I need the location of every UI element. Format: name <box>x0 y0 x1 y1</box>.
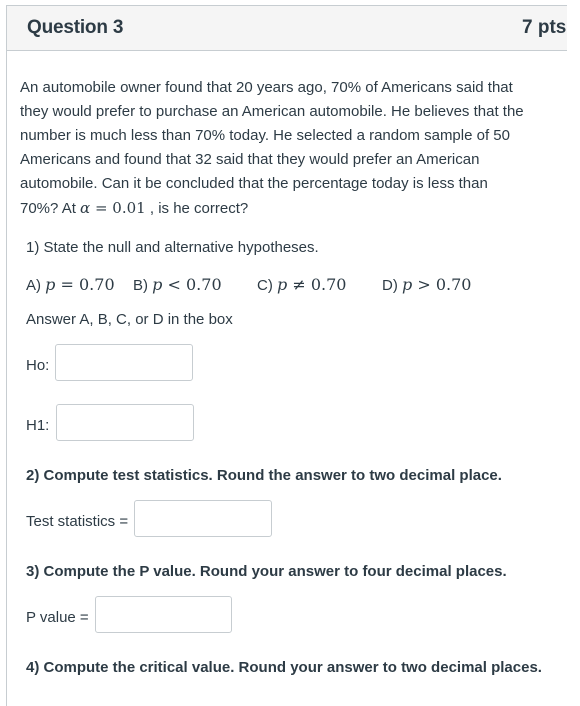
alpha-value: 0.01 <box>112 199 146 217</box>
question-prompt <box>20 76 580 221</box>
p-value-input[interactable] <box>95 596 232 633</box>
choice-val: 0.70 <box>310 275 347 294</box>
part2-heading: 2) Compute test statistics. Round the answer to two decimal place. <box>26 467 502 484</box>
prompt-text: , is he correct? <box>145 200 249 217</box>
choice-rel: < <box>162 275 186 294</box>
p-value-label: P value = <box>26 609 89 626</box>
choice-val: 0.70 <box>435 275 472 294</box>
part4-heading: 4) Compute the critical value. Round your answer to two decimal places. <box>26 659 542 676</box>
part1-instruction: Answer A, B, C, or D in the box <box>26 311 233 328</box>
question-header <box>7 6 567 51</box>
h0-label: Ho: <box>26 357 50 374</box>
h1-answer-input[interactable] <box>56 404 194 441</box>
test-statistics-label: Test statistics = <box>26 513 129 530</box>
prompt-line: Americans and found that 32 said that they would prefer an American <box>20 151 480 168</box>
choice-var: p <box>402 275 413 294</box>
part1-heading: 1) State the null and alternative hypotheses. <box>26 239 319 256</box>
test-statistics-input[interactable] <box>134 500 272 537</box>
question-title: Question 3 <box>27 17 124 38</box>
choice-c <box>257 275 346 294</box>
question-points: 7 pts <box>522 17 567 38</box>
prompt-text: 70%? At <box>20 200 81 217</box>
choice-val: 0.70 <box>79 275 115 294</box>
prompt-line: number is much less than 70% today. He selected a random sample of 50 <box>20 127 510 144</box>
alpha-symbol: α <box>80 199 91 217</box>
choice-var: p <box>45 275 56 294</box>
choice-rel: ≠ <box>287 275 311 294</box>
choice-b <box>133 275 222 294</box>
prompt-line <box>20 196 580 221</box>
choice-var: p <box>277 275 288 294</box>
prompt-line: An automobile owner found that 20 years ago, 70% of Americans said that <box>20 79 513 96</box>
choice-val: 0.70 <box>186 275 222 294</box>
choice-rel: > <box>412 275 436 294</box>
h1-label: H1: <box>26 417 50 434</box>
choice-letter: D) <box>382 277 402 294</box>
choice-letter: B) <box>133 277 153 294</box>
choice-var: p <box>152 275 163 294</box>
choice-a <box>26 275 115 294</box>
choice-letter: C) <box>257 277 277 294</box>
choice-d <box>382 275 471 294</box>
prompt-line: they would prefer to purchase an American automobile. He believes that the <box>20 103 524 120</box>
part3-heading: 3) Compute the P value. Round your answer to four decimal places. <box>26 563 507 580</box>
prompt-line: automobile. Can it be concluded that the percentage today is less than <box>20 175 488 192</box>
choice-rel: = <box>55 275 79 294</box>
h0-answer-input[interactable] <box>55 344 193 381</box>
equals-symbol: = <box>90 199 113 217</box>
choice-letter: A) <box>26 277 46 294</box>
